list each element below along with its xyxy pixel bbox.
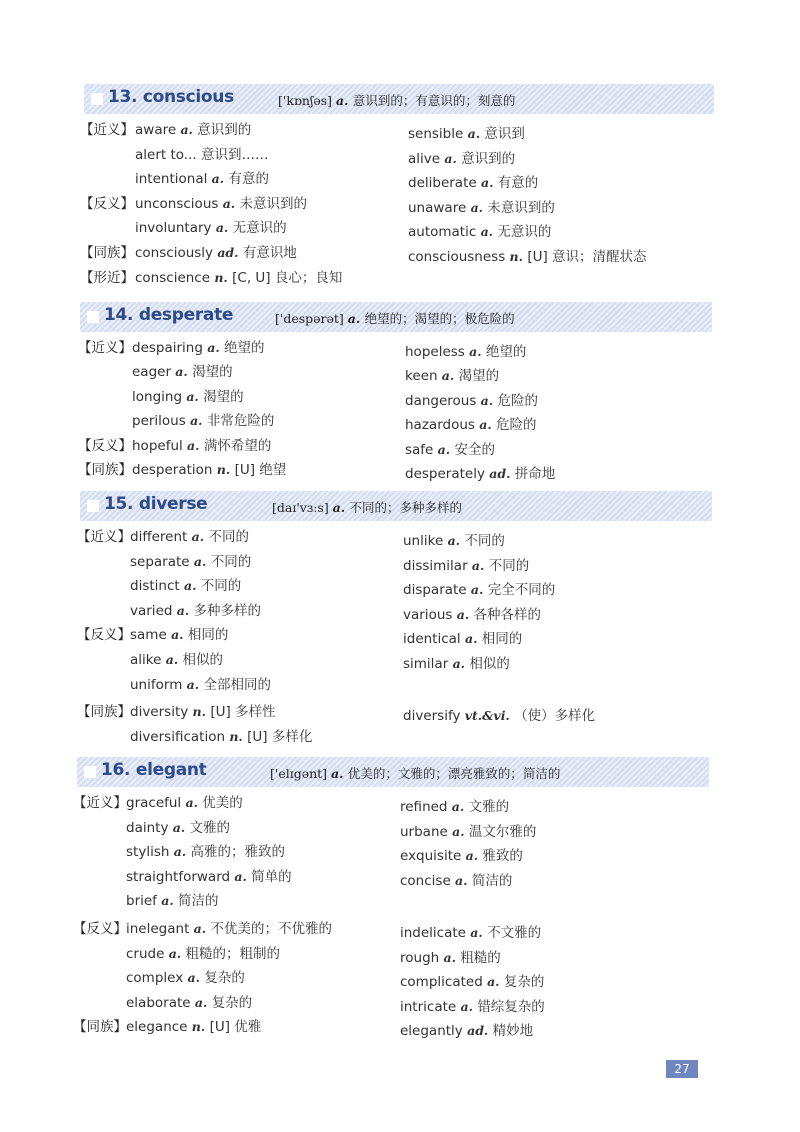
meaning: （使）多样化 (514, 708, 596, 725)
word-left (130, 528, 249, 546)
part-of-speech: a. (444, 150, 462, 166)
word: separate (130, 553, 194, 570)
word-right (400, 872, 512, 890)
word: indelicate (400, 925, 471, 941)
part-of-speech: n. (192, 704, 211, 720)
word: aware (135, 122, 181, 138)
word: brief (126, 893, 162, 910)
word-left (130, 728, 312, 746)
word-right (400, 847, 523, 865)
headword: 13. conscious (108, 87, 234, 107)
word: varied (130, 602, 177, 619)
part-of-speech: a. (171, 627, 188, 643)
word-left (132, 339, 265, 357)
meaning: 绝望的 (224, 340, 265, 356)
part-of-speech: a. (467, 126, 485, 141)
relation-label: 【近义】 (80, 122, 134, 138)
word: complex (126, 970, 188, 987)
part-of-speech: a. (185, 795, 203, 810)
headword: 14. desperate (104, 305, 234, 325)
word: dangerous (405, 392, 481, 409)
word: unlike (403, 533, 448, 549)
square-bullet-icon (91, 93, 103, 105)
word: elegantly (400, 1023, 468, 1040)
word-right (403, 557, 529, 575)
meaning: 不同的 (200, 578, 242, 595)
part-of-speech: a. (451, 799, 469, 814)
word: eager (132, 364, 176, 381)
phonetic: [daɪ'vɜːs] (272, 500, 333, 515)
part-of-speech: a. (175, 364, 193, 380)
part-of-speech: a. (479, 417, 497, 433)
word-left (126, 892, 219, 910)
word: dissimilar (403, 557, 472, 574)
part-of-speech: a. (215, 220, 233, 236)
word-right (405, 343, 526, 361)
meaning: 危险的 (497, 392, 538, 409)
word-left (132, 437, 271, 455)
meaning: 未意识到的 (487, 199, 555, 216)
part-of-speech: a. (347, 311, 365, 326)
part-of-speech: a. (211, 171, 229, 187)
word: desperately (405, 466, 490, 482)
part-of-speech: a. (331, 766, 348, 781)
headword: 15. diverse (104, 494, 208, 514)
word-right (400, 998, 545, 1016)
word: hopeful (132, 437, 188, 454)
word: same (130, 627, 172, 644)
word: complicated (400, 974, 488, 991)
word-right (405, 367, 499, 385)
part-of-speech: a. (234, 868, 252, 884)
word: uniform (130, 676, 187, 693)
relation-label: 【同族】 (80, 245, 134, 261)
word-left (135, 121, 251, 139)
meaning: 复杂的 (503, 974, 545, 991)
part-of-speech: a. (470, 199, 488, 215)
word: involuntary (135, 220, 216, 237)
part-of-speech: a. (172, 819, 190, 835)
word: different (130, 529, 192, 545)
meaning: 完全不同的 (487, 582, 556, 599)
phonetic-and-definition (275, 309, 515, 327)
word-left (126, 843, 285, 861)
word-left (126, 794, 243, 812)
word-right (408, 223, 551, 241)
headword-banner (80, 302, 712, 332)
phonetic-and-definition (272, 498, 462, 516)
word-right (400, 949, 501, 967)
word-left (130, 577, 241, 595)
word-left (135, 146, 268, 164)
meaning: 复杂的 (211, 994, 253, 1011)
meaning: 文雅的 (468, 799, 510, 815)
word-right (403, 655, 510, 673)
square-bullet-icon (87, 500, 99, 512)
part-of-speech: ad. (467, 1023, 493, 1039)
part-of-speech: a. (452, 656, 470, 671)
meaning: 粗糙的 (460, 949, 501, 966)
phonetic-and-definition (278, 91, 515, 109)
word: rough (400, 949, 444, 966)
meaning: 不文雅的 (487, 925, 542, 941)
word: diversification (130, 728, 230, 745)
relation-label: 【同族】 (73, 1019, 127, 1036)
meaning: [U] 意识；清醒状态 (527, 249, 647, 265)
headword-banner (80, 491, 712, 521)
meaning: [U] 多样化 (247, 728, 313, 745)
word-right (408, 150, 515, 168)
part-of-speech: a. (193, 921, 211, 936)
meaning: 满怀希望的 (203, 437, 272, 454)
meaning: 精妙地 (492, 1023, 534, 1040)
word: conscience (135, 269, 215, 286)
word: dainty (126, 819, 173, 836)
word: consciousness (408, 249, 510, 265)
meaning: 不同的 (208, 529, 249, 545)
word: keen (405, 368, 442, 385)
word-left (135, 244, 297, 262)
word: stylish (126, 844, 174, 861)
part-of-speech: a. (190, 413, 207, 429)
meaning: 不同的 (210, 553, 252, 570)
word-left (135, 269, 342, 287)
word-left (126, 819, 230, 837)
meaning: 多种多样的 (193, 602, 262, 619)
part-of-speech: a. (437, 441, 455, 457)
meaning: 不同的 (464, 533, 505, 549)
part-of-speech: vt.&vi. (464, 708, 515, 724)
part-of-speech: a. (180, 122, 198, 137)
part-of-speech: a. (186, 388, 204, 404)
word: consciously (135, 245, 218, 261)
word: concise (400, 872, 456, 889)
word: alive (408, 150, 445, 167)
part-of-speech: a. (332, 500, 350, 515)
part-of-speech: a. (336, 93, 353, 108)
word: intentional (135, 171, 212, 188)
meaning: 相同的 (187, 627, 229, 644)
meaning: 意识到的 (197, 122, 252, 138)
word-left (135, 170, 269, 188)
definition: 优美的；文雅的；漂亮雅致的；简洁的 (347, 766, 561, 781)
part-of-speech: a. (469, 344, 486, 359)
part-of-speech: a. (470, 925, 488, 940)
meaning: 相似的 (469, 656, 510, 672)
word-left (126, 945, 280, 963)
part-of-speech: a. (487, 974, 504, 990)
part-of-speech: a. (186, 676, 204, 692)
word: deliberate (408, 175, 481, 192)
word-right (403, 707, 595, 725)
word: safe (405, 441, 438, 458)
part-of-speech: a. (173, 844, 191, 860)
part-of-speech: n. (216, 462, 235, 477)
page-number: 27 (666, 1060, 698, 1078)
word: unconscious (135, 195, 223, 212)
part-of-speech: n. (191, 1019, 210, 1035)
relation-label: 【反义】 (80, 195, 134, 212)
meaning: 文雅的 (189, 819, 231, 836)
part-of-speech: a. (176, 602, 194, 618)
meaning: [C, U] 良心；良知 (232, 269, 343, 286)
part-of-speech: a. (456, 606, 474, 622)
word: diversify (403, 708, 465, 725)
meaning: 渴望的 (458, 368, 500, 385)
meaning: 无意识的 (497, 224, 552, 241)
word: automatic (408, 224, 481, 241)
relation-label: 【形近】 (80, 269, 134, 286)
word-left (126, 920, 332, 938)
part-of-speech: a. (480, 392, 498, 408)
part-of-speech: a. (187, 970, 205, 986)
meaning: 意识到的 (461, 150, 516, 167)
word: disparate (403, 582, 471, 599)
meaning: 意识到 (484, 126, 525, 142)
part-of-speech: a. (191, 529, 209, 544)
meaning: 简单的 (251, 868, 292, 885)
word-right (405, 392, 538, 410)
word-right (408, 125, 525, 143)
part-of-speech: ad. (217, 245, 243, 260)
part-of-speech: a. (193, 553, 211, 569)
headword: 16. elegant (101, 760, 207, 780)
meaning: 相似的 (182, 652, 224, 668)
meaning: 安全的 (454, 441, 495, 458)
word-left (130, 602, 261, 620)
phonetic-and-definition (270, 764, 560, 782)
meaning: 雅致的 (482, 848, 523, 865)
word-left (130, 553, 251, 571)
word: exquisite (400, 848, 466, 865)
part-of-speech: a. (443, 949, 461, 965)
meaning: [U] 多样性 (210, 704, 276, 721)
meaning: 温文尔雅的 (468, 823, 537, 840)
word-right (408, 248, 647, 266)
meaning: 复杂的 (204, 970, 245, 987)
part-of-speech: a. (470, 582, 488, 598)
word-left (130, 703, 276, 721)
phonetic: ['despərət] (275, 311, 348, 326)
word-left (130, 651, 223, 669)
definition: 不同的；多种多样的 (349, 500, 462, 515)
word: elaborate (126, 994, 195, 1011)
meaning: 简洁的 (178, 893, 219, 910)
meaning: 拼命地 (514, 466, 556, 482)
word-right (405, 416, 537, 434)
meaning: 错综复杂的 (477, 998, 545, 1015)
word: hazardous (405, 417, 480, 434)
word: alike (130, 652, 166, 668)
phonetic: ['kɒnʃəs] (278, 93, 336, 108)
meaning: 渴望的 (203, 388, 244, 405)
word-right (403, 581, 555, 599)
meaning: 高雅的；雅致的 (190, 844, 286, 861)
part-of-speech: a. (452, 823, 469, 839)
part-of-speech: a. (161, 893, 179, 909)
definition: 意识到的；有意识的；刻意的 (352, 93, 516, 108)
word-left (130, 626, 228, 644)
part-of-speech: a. (168, 945, 186, 961)
relation-label: 【反义】 (73, 921, 127, 937)
part-of-speech: a. (222, 195, 240, 211)
meaning: [U] 优雅 (209, 1019, 262, 1036)
relation-label: 【近义】 (78, 340, 132, 356)
part-of-speech: a. (207, 340, 225, 355)
meaning: 有意识地 (242, 245, 297, 261)
word: elegance (126, 1019, 192, 1036)
definition: 绝望的；渴望的；极危险的 (364, 311, 515, 326)
word: despairing (132, 340, 208, 356)
word: hopeless (405, 344, 470, 360)
word: intricate (400, 998, 461, 1015)
meaning: [U] 绝望 (234, 462, 287, 478)
word: graceful (126, 795, 186, 811)
relation-label: 【反义】 (77, 627, 131, 644)
meaning: 不同的 (488, 557, 530, 574)
word-right (400, 823, 536, 841)
word: desperation (132, 462, 217, 478)
part-of-speech: n. (509, 249, 528, 264)
part-of-speech: a. (187, 437, 204, 453)
word-left (135, 195, 307, 213)
word-right (408, 199, 555, 217)
relation-label: 【近义】 (77, 529, 131, 545)
word-left (132, 363, 233, 381)
word-right (405, 441, 495, 459)
meaning: 未意识到的 (239, 195, 308, 212)
word-left (126, 994, 252, 1012)
word-right (405, 465, 555, 483)
word-right (400, 798, 509, 816)
part-of-speech: a. (194, 994, 212, 1010)
relation-label: 【反义】 (78, 437, 132, 454)
meaning: 危险的 (496, 417, 537, 434)
meaning: 不优美的；不优雅的 (210, 921, 332, 937)
word-left (132, 388, 244, 406)
square-bullet-icon (84, 766, 96, 778)
word: urbane (400, 823, 453, 840)
part-of-speech: a. (480, 224, 498, 240)
phonetic: ['elɪgənt] (270, 766, 332, 781)
word-right (400, 973, 544, 991)
meaning: 绝望的 (485, 344, 527, 360)
word: perilous (132, 413, 191, 430)
word-left (132, 461, 286, 479)
part-of-speech: a. (455, 872, 472, 888)
meaning: 优美的 (202, 795, 243, 811)
word-right (408, 174, 538, 192)
part-of-speech: a. (460, 998, 478, 1014)
word-right (403, 532, 505, 550)
meaning: 无意识的 (232, 220, 287, 237)
word: straightforward (126, 868, 235, 885)
word-right (403, 630, 522, 648)
meaning: 非常危险的 (206, 413, 275, 430)
headword-banner (77, 757, 709, 787)
word-left (126, 969, 245, 987)
word: inelegant (126, 921, 194, 937)
meaning: 有意的 (497, 175, 539, 192)
headword-banner (84, 84, 714, 114)
square-bullet-icon (87, 311, 99, 323)
part-of-speech: ad. (489, 466, 515, 481)
word: longing (132, 388, 187, 405)
word: similar (403, 656, 453, 672)
part-of-speech: a. (464, 631, 482, 647)
word: distinct (130, 578, 184, 595)
word: unaware (408, 199, 471, 216)
word-left (126, 868, 292, 886)
word-right (400, 924, 541, 942)
part-of-speech: a. (480, 175, 498, 191)
part-of-speech: a. (447, 533, 465, 548)
word: alert to... (135, 146, 201, 163)
word-left (132, 412, 274, 430)
word: various (403, 606, 457, 623)
relation-label: 【近义】 (73, 795, 127, 811)
meaning: 有意的 (228, 171, 269, 188)
meaning: 粗糙的；粗制的 (185, 945, 281, 962)
part-of-speech: a. (465, 848, 483, 864)
word-left (135, 219, 287, 237)
meaning: 简洁的 (471, 872, 513, 889)
part-of-speech: a. (441, 368, 459, 384)
word: sensible (408, 126, 468, 142)
meaning: 各种各样的 (473, 606, 542, 623)
part-of-speech: n. (214, 269, 233, 285)
word: crude (126, 945, 169, 962)
part-of-speech: a. (165, 652, 183, 667)
word-left (130, 676, 271, 694)
meaning: 相同的 (481, 631, 523, 648)
word-left (126, 1018, 261, 1036)
part-of-speech: a. (471, 557, 489, 573)
meaning: 意识到…… (200, 146, 269, 163)
word-right (400, 1022, 533, 1040)
word: refined (400, 799, 452, 815)
meaning: 渴望的 (192, 364, 233, 381)
word: identical (403, 631, 465, 648)
part-of-speech: n. (229, 728, 248, 744)
meaning: 全部相同的 (203, 676, 271, 693)
part-of-speech: a. (183, 578, 201, 594)
relation-label: 【同族】 (77, 704, 131, 721)
word: diversity (130, 704, 193, 721)
word-right (403, 606, 541, 624)
relation-label: 【同族】 (78, 462, 132, 478)
